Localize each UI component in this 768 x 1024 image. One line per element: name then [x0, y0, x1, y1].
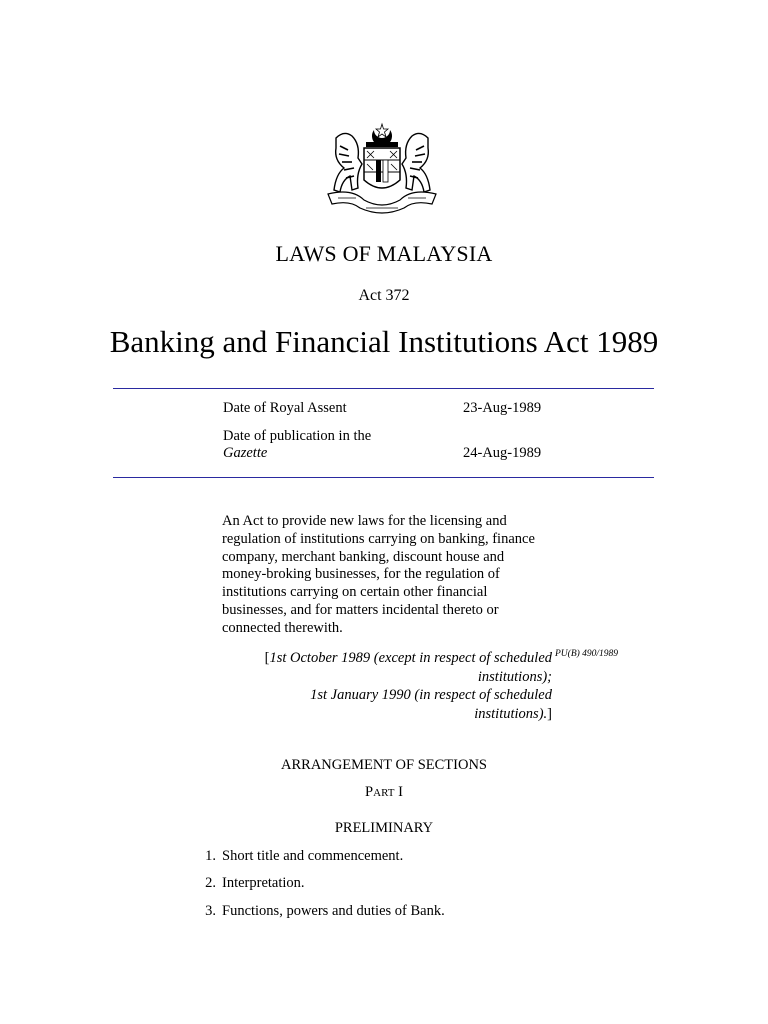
- act-title: Banking and Financial Institutions Act 1989: [109, 324, 659, 359]
- section-number: 1.: [205, 848, 216, 864]
- coat-of-arms: [322, 118, 442, 218]
- commencement-line-3: 1st January 1990 (in respect of scheduled: [310, 687, 552, 703]
- arrangement-heading: ARRANGEMENT OF SECTIONS: [281, 757, 487, 773]
- commencement-line-1: 1st October 1989 (except in respect of scheduled: [269, 650, 552, 666]
- part-word-rest: ART: [373, 787, 395, 799]
- publication-date: 24-Aug-1989: [463, 445, 542, 461]
- part-word-initial: P: [365, 784, 374, 800]
- coat-of-arms-icon: [322, 118, 442, 218]
- section-title: Short title and commencement.: [222, 848, 404, 864]
- publication-label-gazette: Gazette: [223, 445, 268, 461]
- publication-label: Date of publication in the: [223, 428, 372, 444]
- section-number: 3.: [205, 903, 216, 919]
- part-heading: [0, 784, 768, 801]
- section-title: Functions, powers and duties of Bank.: [222, 903, 445, 919]
- royal-assent-label: Date of Royal Assent: [223, 400, 347, 416]
- part-title: PRELIMINARY: [334, 820, 434, 836]
- commencement-dates: [222, 649, 552, 723]
- margin-note: PU(B) 490/1989: [555, 649, 619, 659]
- section-number: 2.: [205, 875, 216, 891]
- top-divider: [113, 388, 654, 389]
- laws-of-heading: LAWS OF MALAYSIA: [275, 241, 493, 266]
- royal-assent-date: 23-Aug-1989: [463, 400, 542, 416]
- long-title-preamble: An Act to provide new laws for the licensing and regulation of institutions carrying on banking, finance company, merchant banking, discount house and money-broking businesses, for the regulation of institutions carrying on certain other financial businesses, and for matters incidental thereto or connected therewith.: [222, 513, 535, 636]
- bottom-divider: [113, 477, 654, 478]
- section-title: Interpretation.: [222, 875, 305, 891]
- commencement-line-4: institutions).: [474, 705, 548, 722]
- commencement-line-2: institutions);: [477, 668, 552, 685]
- commencement-close-bracket: ]: [547, 705, 552, 722]
- part-number: I: [398, 784, 403, 800]
- commencement-open-bracket: [: [264, 650, 270, 666]
- act-number: Act 372: [358, 287, 410, 304]
